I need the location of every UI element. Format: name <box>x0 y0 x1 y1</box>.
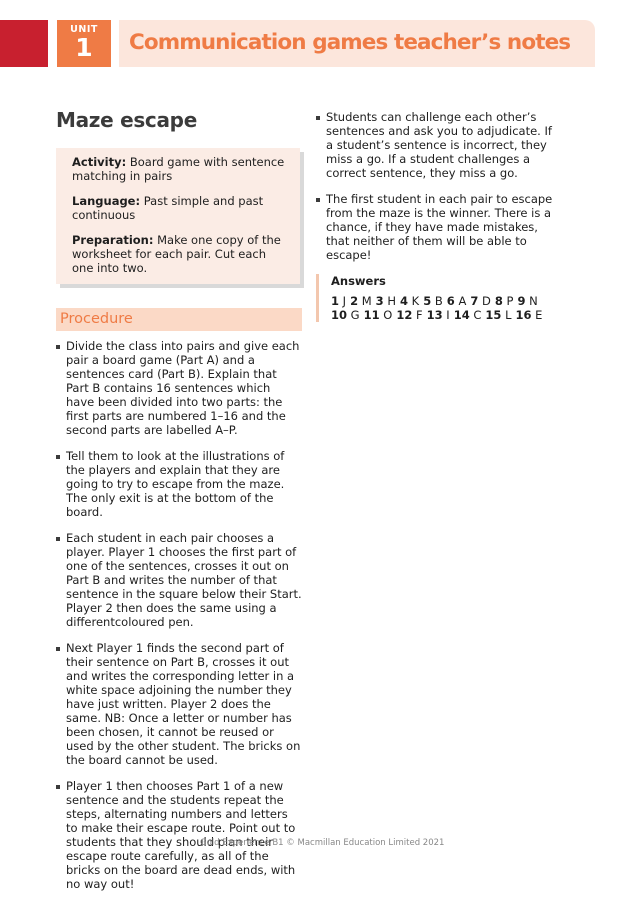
answer-pair <box>427 308 450 322</box>
answer-number: 13 <box>426 308 443 322</box>
header-title-bar <box>119 20 595 67</box>
bullet-icon <box>56 647 60 651</box>
bullet-icon <box>56 537 60 541</box>
answer-pair <box>447 294 467 308</box>
unit-number: 1 <box>75 33 93 62</box>
procedure-heading: Procedure <box>56 308 302 331</box>
answers-line-2 <box>331 308 556 322</box>
answer-number: 6 <box>446 294 455 308</box>
answer-number: 5 <box>423 294 432 308</box>
answer-pair <box>376 294 396 308</box>
procedure-list <box>56 339 302 891</box>
answer-letter: A <box>454 294 467 308</box>
section-title: Maze escape <box>56 108 197 132</box>
answer-pair <box>517 294 537 308</box>
info-preparation: Preparation: Make one copy of the worksheet for each pair. Cut each one into two. <box>72 233 281 275</box>
answer-number: 11 <box>363 308 380 322</box>
footer-copyright: Gold Experience B1 © Macmillan Education Limited 2021 <box>200 838 445 848</box>
activity-info-box <box>56 148 300 284</box>
answer-number: 7 <box>470 294 479 308</box>
answer-pair <box>396 308 422 322</box>
answer-number: 15 <box>485 308 502 322</box>
list-item: Students can challenge each other’s sentences and ask you to adjudicate. If a student’s sentence is incorrect, they miss a go. If a student challenges a correct sentence, they miss a go. <box>316 110 556 180</box>
info-language: Language: Past simple and past continuous <box>72 194 264 222</box>
rules-list <box>316 110 556 262</box>
answers-title: Answers <box>331 274 386 288</box>
list-item: Next Player 1 finds the second part of their sentence on Part B, crosses it out and writes the corresponding letter in a white space adjoining the number they have just written. Player 2 does the same. NB: Once a letter or number has been chosen, it cannot be reused or used by the other student. The bricks on the board cannot be used. <box>56 641 302 767</box>
answer-letter: L <box>501 308 512 322</box>
answer-pair <box>470 294 491 308</box>
list-item: Tell them to look at the illustrations of the players and explain that they are going to try to escape from the maze. The only exit is at the bottom of the board. <box>56 449 302 519</box>
list-item: Each student in each pair chooses a player. Player 1 chooses the first part of one of the sentences, crosses it out on Part B and writes the number of that sentence in the square below their Start. Player 2 then does the same using a differentcoloured pen. <box>56 531 302 629</box>
bullet-icon <box>56 785 60 789</box>
answer-pair <box>364 308 393 322</box>
answer-pair <box>454 308 482 322</box>
answer-pair <box>515 308 542 322</box>
answer-number: 1 <box>331 294 340 308</box>
answer-letter: F <box>412 308 423 322</box>
answer-letter: G <box>347 308 360 322</box>
list-item: Divide the class into pairs and give each pair a board game (Part A) and a sentences card (Part B). Explain that Part B contains 16 sentences which have been divided into two parts: the first parts are numbered 1–16 and the second parts are labelled A–P. <box>56 339 302 437</box>
info-activity: Activity: Board game with sentence matching in pairs <box>72 155 285 183</box>
unit-label: UNIT <box>70 24 98 35</box>
answer-pair <box>423 294 443 308</box>
left-column <box>56 108 304 903</box>
answer-number: 8 <box>494 294 503 308</box>
answer-letter: M <box>358 294 372 308</box>
answer-number: 2 <box>350 294 359 308</box>
answers-line-1 <box>331 294 556 308</box>
bullet-icon <box>316 198 320 202</box>
answer-letter: B <box>431 294 443 308</box>
answer-letter: K <box>408 294 420 308</box>
header-red-block <box>0 20 48 67</box>
unit-badge <box>57 20 111 67</box>
answer-letter: O <box>379 308 393 322</box>
answer-pair <box>485 308 511 322</box>
answer-letter: N <box>525 294 538 308</box>
answer-letter: J <box>339 294 347 308</box>
answer-pair <box>331 294 346 308</box>
answer-letter: P <box>502 294 514 308</box>
answer-letter: I <box>442 308 450 322</box>
answer-letter: C <box>469 308 482 322</box>
answer-letter: H <box>383 294 396 308</box>
answer-number: 9 <box>517 294 526 308</box>
list-item: Player 1 then chooses Part 1 of a new sentence and the students repeat the steps, alternating numbers and letters to make their escape route. Point out to students that they should plan their escape route carefully, as all of the bricks on the board are dead ends, with no way out! <box>56 779 302 891</box>
list-item: The first student in each pair to escape from the maze is the winner. There is a chance, if they have made mistakes, that neither of them will be able to escape! <box>316 192 556 262</box>
answer-pair <box>331 308 360 322</box>
answer-number: 12 <box>396 308 413 322</box>
bullet-icon <box>56 455 60 459</box>
answer-pair <box>400 294 419 308</box>
answer-number: 16 <box>515 308 532 322</box>
answer-pair <box>495 294 514 308</box>
bullet-icon <box>56 345 60 349</box>
answer-number: 10 <box>331 308 348 322</box>
page-title: Communication games teacher’s notes <box>129 30 571 55</box>
answer-number: 3 <box>375 294 384 308</box>
answer-letter: D <box>478 294 491 308</box>
bullet-icon <box>316 116 320 120</box>
answers-box <box>316 274 556 322</box>
answer-number: 14 <box>453 308 470 322</box>
answer-letter: E <box>531 308 543 322</box>
right-column <box>316 110 556 322</box>
answer-pair <box>350 294 372 308</box>
answer-number: 4 <box>400 294 409 308</box>
